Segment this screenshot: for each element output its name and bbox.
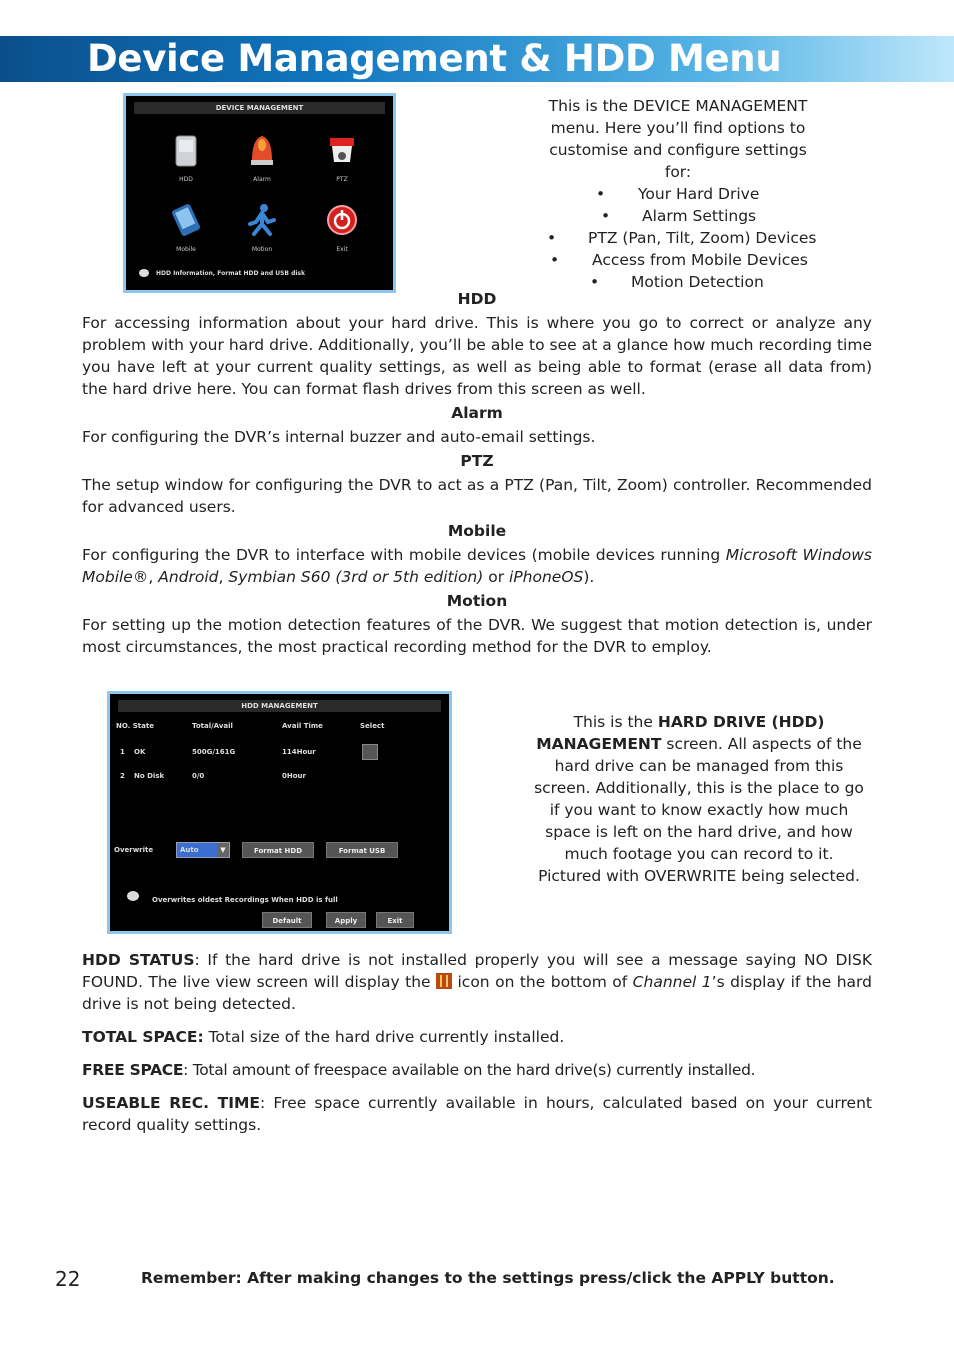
- format-hdd-button[interactable]: Format HDD: [242, 842, 314, 858]
- list-item: • Alarm Settings: [601, 207, 757, 225]
- hdd-screen-title: HDD MANAGEMENT: [118, 700, 441, 712]
- col-select: Select: [360, 722, 385, 730]
- col-total-avail: Total/Avail: [192, 722, 233, 730]
- hdd-description: [528, 711, 870, 887]
- col-no-state: NO. State: [116, 722, 154, 730]
- apply-button[interactable]: Apply: [326, 912, 366, 928]
- text-ptz: The setup window for configuring the DVR to act as a PTZ (Pan, Tilt, Zoom) controller. Recommended for advanced users.: [82, 476, 872, 516]
- title-banner: [0, 36, 954, 82]
- page-title: Device Management & HDD Menu: [87, 37, 782, 80]
- motion-icon: [242, 200, 282, 240]
- useable-rec-time-term: USEABLE REC. TIME: Free space currently available in hours, calculated based on your current record quality settings.: [82, 1094, 872, 1134]
- exit-button[interactable]: Exit: [376, 912, 414, 928]
- exit-icon: [322, 200, 362, 240]
- dm-label-exit: Exit: [336, 246, 348, 253]
- hdd-status-term: HDD STATUS: If the hard drive is not installed properly you will see a message saying NO DISK FOUND. The live view screen will display the icon on the bottom of Channel 1’s display if the hard drive is not being detected.: [82, 951, 872, 1013]
- dm-label-hdd: HDD: [179, 176, 193, 183]
- chevron-down-icon: ▼: [217, 843, 229, 857]
- select-checkbox[interactable]: [362, 744, 378, 760]
- text-motion: For setting up the motion detection features of the DVR. We suggest that motion detection is, under most circumstances, the most practical recording method for the DVR to employ.: [82, 616, 872, 656]
- text-mobile: For configuring the DVR to interface with mobile devices (mobile devices running Microsoft Windows Mobile®, Android, Symbian S60 (3rd or 5th edition) or iPhoneOS).: [82, 546, 873, 586]
- dm-intro: This is the DEVICE MANAGEMENT menu. Here you’ll find options to customise and configure settings for:: [548, 97, 808, 181]
- alarm-icon: [242, 132, 282, 172]
- info-icon: [138, 268, 150, 278]
- text-alarm: For configuring the DVR’s internal buzzer and auto-email settings.: [82, 428, 596, 446]
- hdd-description-text: This is the HARD DRIVE (HDD) MANAGEMENT screen. All aspects of the hard drive can be managed from this screen. Additionally, this is the place to go if you want to know exactly how much space is left on the hard drive, and how much footage you can record to it.: [534, 713, 864, 863]
- hdd-management-screenshot: HDD MANAGEMENT NO. State Total/Avail Avail Time Select 1 OK 500G/161G 114Hour 2 No Disk 0/0 0Hour Overwrite Auto ▼ Format HDD Format USB Overwrites oldest Recordings When HDD is full Default Apply Exit: [107, 691, 452, 934]
- dm-label-ptz: PTZ: [336, 176, 348, 183]
- list-item: • Motion Detection: [590, 273, 764, 291]
- total-space-term: TOTAL SPACE: Total size of the hard drive currently installed.: [82, 1028, 565, 1046]
- heading-mobile: Mobile: [447, 522, 507, 540]
- heading-hdd: HDD: [457, 290, 497, 308]
- default-button[interactable]: Default: [262, 912, 312, 928]
- dm-label-alarm: Alarm: [253, 176, 271, 183]
- heading-motion: Motion: [446, 592, 508, 610]
- format-usb-button[interactable]: Format USB: [326, 842, 398, 858]
- device-management-screenshot: [123, 93, 396, 293]
- text-hdd: For accessing information about your hard drive. This is where you go to correct or analyze any problem with your hard drive. Additionally, you’ll be able to see at a glance how much recording time you have left at your current quality settings, as well as being able to format (erase all data from) the hard drive here. You can format flash drives from this screen as well.: [82, 314, 872, 398]
- page-number: 22: [55, 1267, 81, 1291]
- info-icon: [126, 890, 140, 902]
- overwrite-label: Overwrite: [114, 846, 154, 854]
- hdd-icon: [166, 132, 206, 172]
- col-avail-time: Avail Time: [282, 722, 323, 730]
- free-space-term: FREE SPACE: Total amount of freespace available on the hard drive(s) currently installed.: [82, 1061, 756, 1079]
- list-item: • Access from Mobile Devices: [550, 251, 808, 269]
- dm-bullet-list: [538, 183, 818, 293]
- heading-ptz: PTZ: [460, 452, 494, 470]
- dm-footer-text: HDD Information, Format HDD and USB disk: [156, 270, 305, 277]
- dm-screen-title: DEVICE MANAGEMENT: [134, 102, 385, 114]
- ptz-camera-icon: [322, 132, 362, 172]
- footer-reminder: Remember: After making changes to the settings press/click the APPLY button.: [141, 1269, 835, 1287]
- mobile-icon: [166, 200, 206, 240]
- dm-label-motion: Motion: [251, 246, 273, 253]
- heading-alarm: Alarm: [451, 404, 503, 422]
- list-item: • PTZ (Pan, Tilt, Zoom) Devices: [547, 229, 817, 247]
- dm-description: [538, 95, 818, 293]
- hdd-description-caption: Pictured with OVERWRITE being selected.: [538, 867, 860, 885]
- dm-label-mobile: Mobile: [176, 246, 196, 253]
- overwrite-info-text: Overwrites oldest Recordings When HDD is full: [152, 896, 338, 904]
- list-item: • Your Hard Drive: [596, 185, 760, 203]
- overwrite-select[interactable]: Auto ▼: [176, 842, 230, 858]
- hdd-warning-icon: [436, 973, 452, 989]
